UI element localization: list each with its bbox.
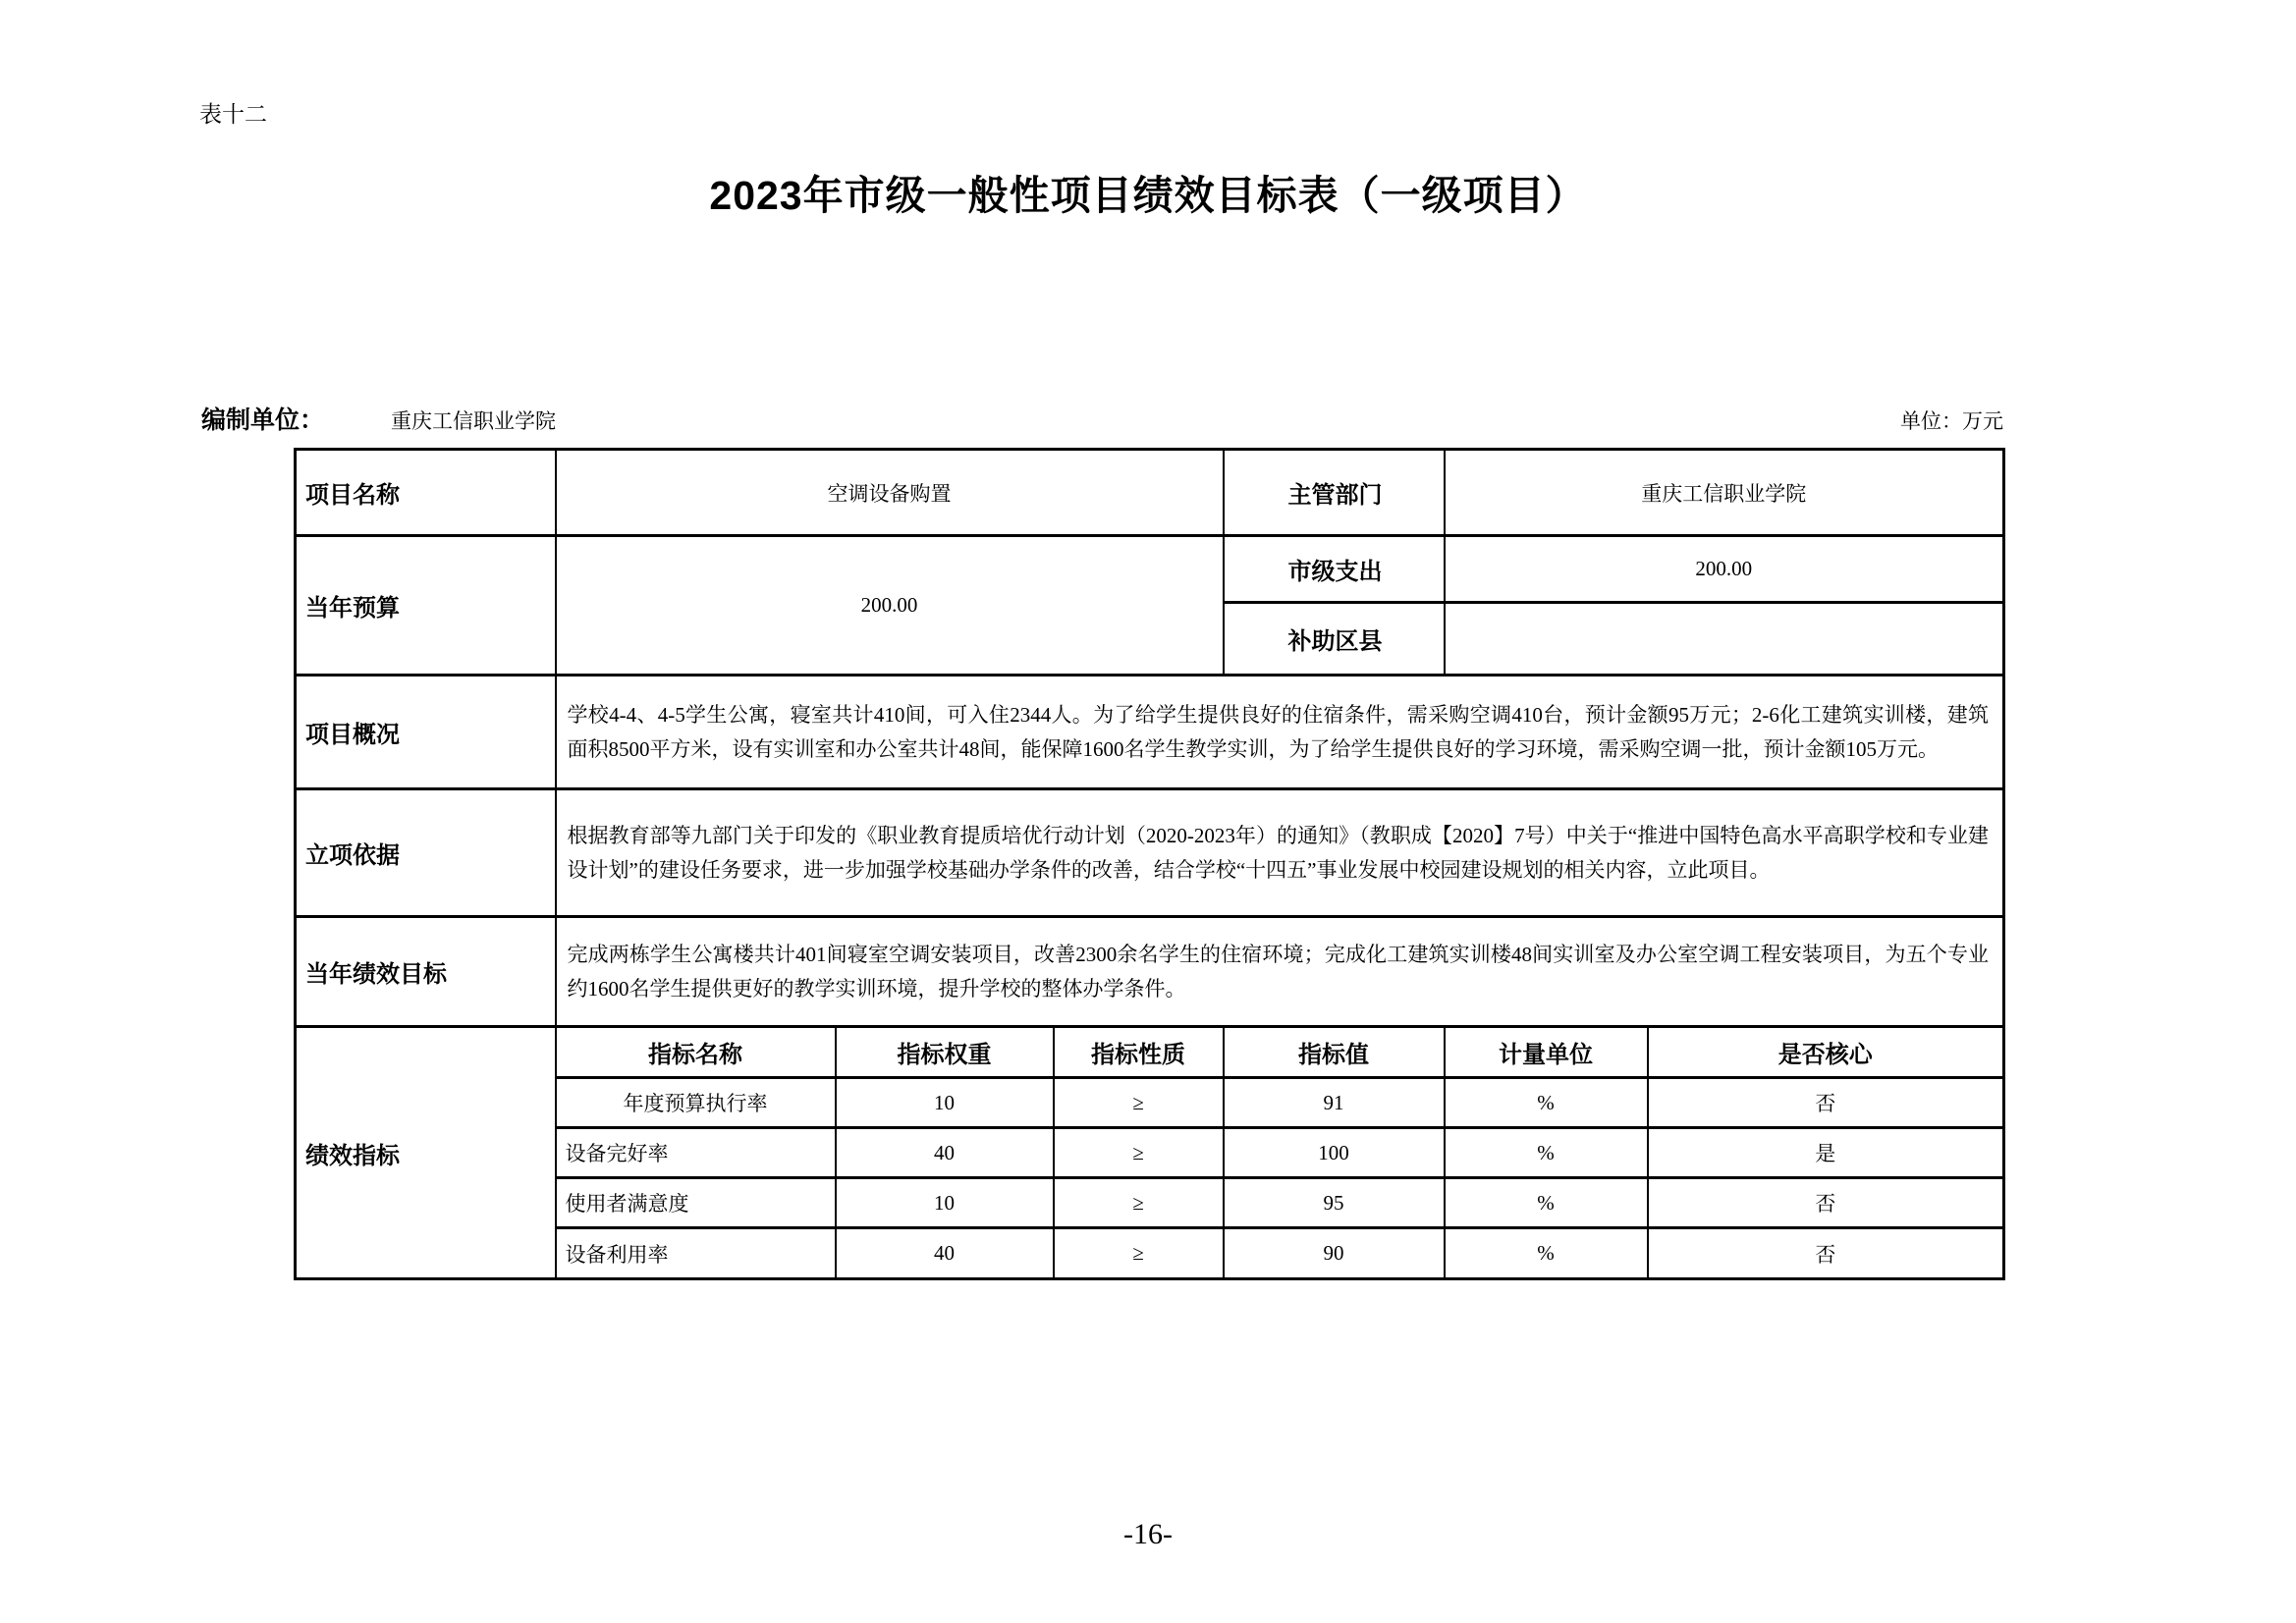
indicator-core: 否	[1648, 1178, 2004, 1228]
indicator-header-name: 指标名称	[556, 1027, 836, 1078]
indicator-name: 使用者满意度	[556, 1178, 836, 1228]
table-row	[296, 536, 2004, 603]
budget-label: 当年预算	[296, 536, 556, 676]
prepared-by-label: 编制单位：	[201, 406, 325, 434]
indicator-value: 90	[1224, 1228, 1445, 1279]
unit-note: 单位：万元	[1900, 409, 2003, 433]
indicator-weight: 40	[836, 1228, 1054, 1279]
table-row	[296, 789, 2004, 917]
city-expense-label: 市级支出	[1224, 536, 1445, 603]
basis-label: 立项依据	[296, 789, 556, 917]
table-row	[296, 450, 2004, 536]
page-number: -16-	[1123, 1518, 1173, 1550]
table-row	[296, 917, 2004, 1027]
subsidy-label: 补助区县	[1224, 603, 1445, 676]
dept-value: 重庆工信职业学院	[1445, 450, 2004, 536]
indicator-header-nature: 指标性质	[1054, 1027, 1224, 1078]
indicator-name: 年度预算执行率	[556, 1078, 836, 1128]
meta-row	[201, 401, 2003, 436]
indicator-name: 设备利用率	[556, 1228, 836, 1279]
indicator-weight: 40	[836, 1128, 1054, 1178]
indicator-unit: %	[1445, 1128, 1648, 1178]
indicator-header-weight: 指标权重	[836, 1027, 1054, 1078]
indicators-label: 绩效指标	[296, 1027, 556, 1279]
indicator-unit: %	[1445, 1228, 1648, 1279]
target-label: 当年绩效目标	[296, 917, 556, 1027]
budget-value: 200.00	[556, 536, 1224, 676]
city-expense-value: 200.00	[1445, 536, 2004, 603]
indicator-core: 否	[1648, 1078, 2004, 1128]
indicator-nature: ≥	[1054, 1078, 1224, 1128]
page-title: 2023年市级一般性项目绩效目标表（一级项目）	[709, 173, 1587, 218]
target-text: 完成两栋学生公寓楼共计401间寝室空调安装项目，改善2300余名学生的住宿环境；完成化工建筑实训楼48间实训室及办公室空调工程安装项目，为五个专业约1600名学生提供更好的教学实训环境，提升学校的整体办学条件。	[556, 917, 2004, 1027]
indicator-weight: 10	[836, 1078, 1054, 1128]
indicator-unit: %	[1445, 1078, 1648, 1128]
basis-text: 根据教育部等九部门关于印发的《职业教育提质培优行动计划（2020-2023年）的通知》（教职成【2020】7号）中关于“推进中国特色高水平高职学校和专业建设计划”的建设任务要求，进一步加强学校基础办学条件的改善，结合学校“十四五”事业发展中校园建设规划的相关内容，立此项目。	[556, 789, 2004, 917]
project-name-value: 空调设备购置	[556, 450, 1224, 536]
indicator-nature: ≥	[1054, 1178, 1224, 1228]
indicator-header-value: 指标值	[1224, 1027, 1445, 1078]
indicator-name: 设备完好率	[556, 1128, 836, 1178]
indicator-header-unit: 计量单位	[1445, 1027, 1648, 1078]
dept-label: 主管部门	[1224, 450, 1445, 536]
overview-label: 项目概况	[296, 676, 556, 789]
indicator-value: 95	[1224, 1178, 1445, 1228]
prepared-by-value: 重庆工信职业学院	[391, 409, 557, 433]
table-row	[296, 676, 2004, 789]
project-name-label: 项目名称	[296, 450, 556, 536]
indicator-nature: ≥	[1054, 1128, 1224, 1178]
indicator-header-row	[296, 1027, 2004, 1078]
table-label: 表十二	[199, 102, 267, 127]
subsidy-value	[1445, 603, 2004, 676]
indicator-weight: 10	[836, 1178, 1054, 1228]
indicator-nature: ≥	[1054, 1228, 1224, 1279]
indicator-unit: %	[1445, 1178, 1648, 1228]
overview-text: 学校4-4、4-5学生公寓，寝室共计410间，可入住2344人。为了给学生提供良好的住宿条件，需采购空调410台，预计金额95万元；2-6化工建筑实训楼，建筑面积8500平方米，设有实训室和办公室共计48间，能保障1600名学生教学实训，为了给学生提供良好的学习环境，需采购空调一批，预计金额105万元。	[556, 676, 2004, 789]
indicator-header-core: 是否核心	[1648, 1027, 2004, 1078]
indicator-core: 否	[1648, 1228, 2004, 1279]
indicator-core: 是	[1648, 1128, 2004, 1178]
indicator-value: 91	[1224, 1078, 1445, 1128]
project-table	[294, 448, 2005, 1280]
indicator-value: 100	[1224, 1128, 1445, 1178]
